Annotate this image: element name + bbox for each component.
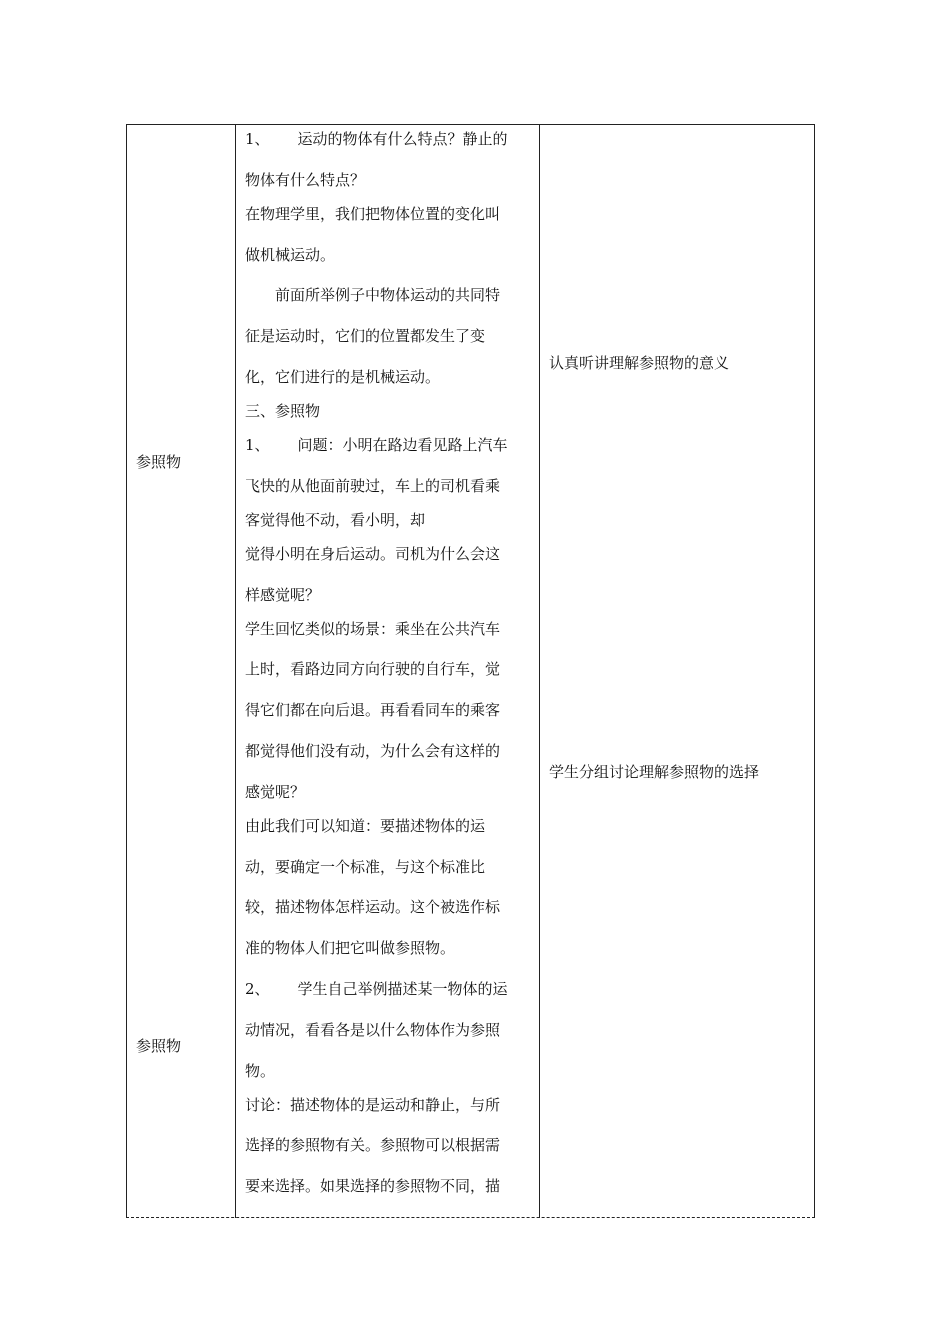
content-line: 觉得小明在身后运动。司机为什么会这 (245, 544, 501, 563)
section-label-bottom: 参照物 (136, 1037, 182, 1055)
content-line: 前面所举例子中物体运动的共同特 (275, 286, 501, 305)
content-line: 上时，看路边同方向行驶的自行车，觉 (245, 660, 501, 679)
content-line: 物体有什么特点？ (245, 170, 366, 189)
teacher-note-2: 学生分组讨论理解参照物的选择 (549, 763, 760, 781)
content-line: 讨论：描述物体的是运动和静止，与所 (245, 1095, 501, 1114)
content-line: 做机械运动。 (245, 245, 336, 264)
content-line: 1、 运动的物体有什么特点？静止的 (245, 130, 508, 148)
content-line: 都觉得他们没有动，为什么会有这样的 (245, 741, 501, 760)
content-line: 感觉呢？ (245, 782, 306, 801)
teacher-note-1: 认真听讲理解参照物的意义 (549, 354, 730, 372)
content-line: 物。 (245, 1061, 276, 1080)
content-line: 学生回忆类似的场景：乘坐在公共汽车 (245, 619, 501, 638)
content-line: 得它们都在向后退。再看看同车的乘客 (245, 701, 501, 720)
content-line: 样感觉呢？ (245, 585, 321, 604)
content-line: 2、 学生自己举例描述某一物体的运 (245, 979, 508, 998)
content-line: 客觉得他不动，看小明，却 (245, 510, 426, 529)
content-line: 在物理学里，我们把物体位置的变化叫 (245, 204, 501, 223)
content-line: 动，要确定一个标准，与这个标准比 (245, 857, 486, 876)
content-line: 飞快的从他面前驶过，车上的司机看乘 (245, 476, 501, 495)
content-line: 动情况，看看各是以什么物体作为参照 (245, 1020, 501, 1039)
content-line: 由此我们可以知道：要描述物体的运 (245, 816, 486, 835)
content-line: 选择的参照物有关。参照物可以根据需 (245, 1136, 501, 1155)
section-heading: 三、参照物 (245, 401, 321, 420)
content-line: 1、 问题：小明在路边看见路上汽车 (245, 435, 508, 454)
content-line: 准的物体人们把它叫做参照物。 (245, 939, 456, 958)
section-label-top: 参照物 (136, 453, 182, 471)
content-line: 较，描述物体怎样运动。这个被选作标 (245, 898, 501, 917)
lesson-content (245, 126, 533, 1214)
content-line: 要来选择。如果选择的参照物不同，描 (245, 1177, 501, 1196)
content-line: 化，它们进行的是机械运动。 (245, 367, 441, 386)
content-line: 征是运动时，它们的位置都发生了变 (245, 327, 486, 346)
column-divider-1 (235, 124, 236, 1218)
table-bottom-dashed-edge (126, 1217, 815, 1218)
column-divider-2 (539, 124, 540, 1218)
